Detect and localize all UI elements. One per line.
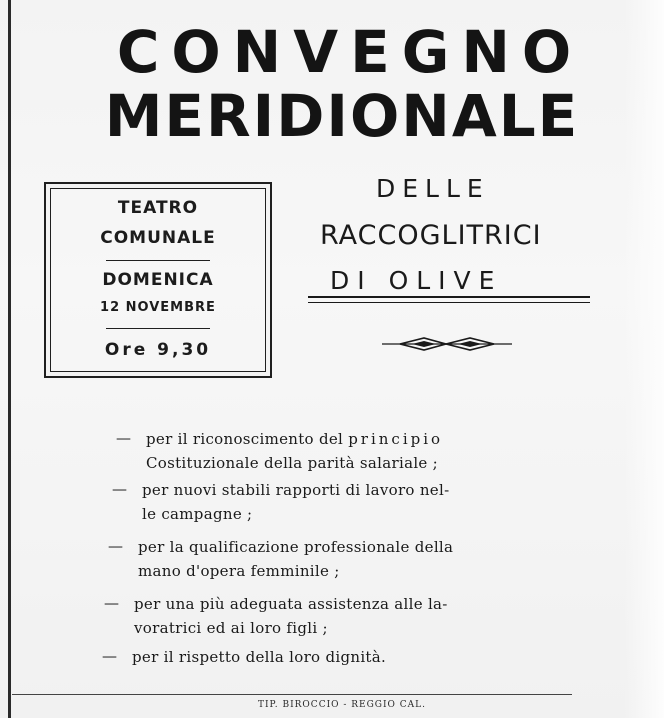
demand-1-continued: Costituzionale della parità salariale ; — [146, 454, 439, 472]
venue-line-2: COMUNALE — [100, 228, 216, 248]
printer-credit: TIP. BIROCCIO - REGGIO CAL. — [257, 700, 427, 710]
demand-1-emphasis: principio — [348, 430, 444, 448]
event-day: DOMENICA — [102, 270, 214, 290]
ornament-icon — [382, 334, 512, 354]
demand-5-text: per il rispetto della loro dignità. — [132, 648, 387, 666]
bullet-dash: — — [102, 647, 117, 665]
demand-1-text — [146, 430, 443, 448]
footer-divider — [12, 694, 572, 695]
bullet-dash: — — [116, 429, 131, 447]
subtitle-delle: DELLE — [376, 174, 490, 203]
demand-3-text: per la qualificazione professionale della — [138, 538, 454, 556]
venue-line-1: TEATRO — [117, 198, 199, 218]
event-time: Ore 9,30 — [104, 340, 212, 360]
bullet-dash: — — [104, 594, 119, 612]
info-box — [44, 182, 272, 378]
demand-3-continued: mano d'opera femminile ; — [138, 562, 340, 580]
title-meridionale: MERIDIONALE — [104, 82, 580, 150]
box-divider — [106, 328, 210, 329]
event-date: 12 NOVEMBRE — [100, 300, 216, 315]
bullet-dash: — — [112, 480, 127, 498]
box-divider — [106, 260, 210, 261]
demand-4-text: per una più adeguata assistenza alle la- — [134, 595, 448, 613]
demand-2-text: per nuovi stabili rapporti di lavoro nel- — [142, 481, 450, 499]
demand-2-continued: le campagne ; — [142, 505, 253, 523]
demand-1-part-a: per il riconoscimento del — [146, 430, 349, 448]
bullet-dash: — — [108, 537, 123, 555]
title-convegno: CONVEGNO — [116, 18, 584, 86]
subtitle-di-olive: DI OLIVE — [330, 266, 503, 295]
subtitle-underline — [308, 296, 590, 303]
demand-4-continued: voratrici ed ai loro figli ; — [134, 619, 328, 637]
subtitle-raccoglitrici: RACCOGLITRICI — [320, 220, 542, 251]
